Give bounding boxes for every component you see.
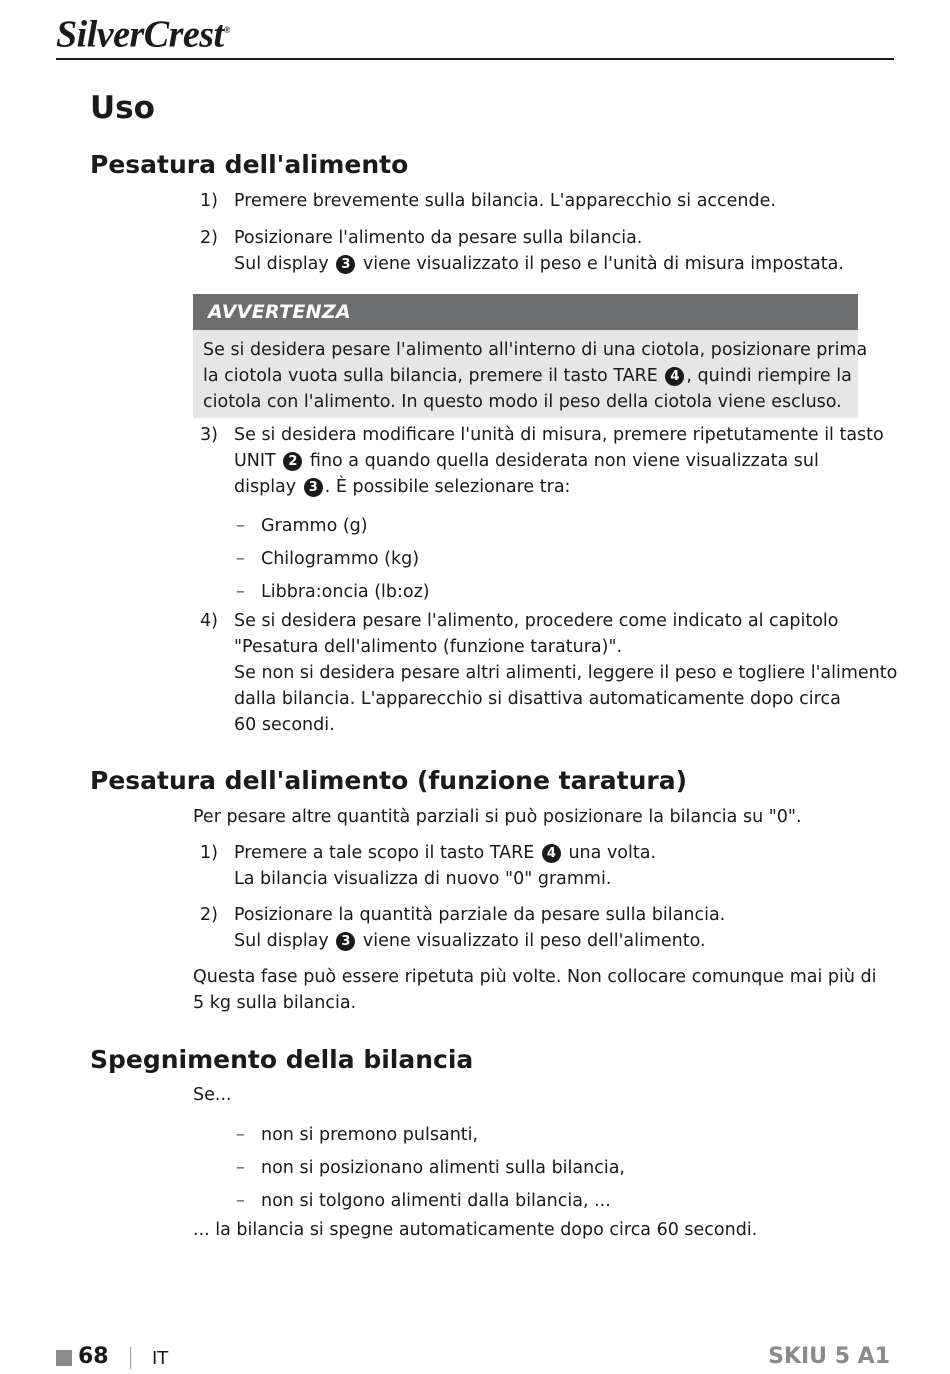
list-dash: – [236,1158,245,1178]
section-heading-tare: Pesatura dell'alimento (funzione taratura) [90,766,688,795]
step-text: Premere a tale scopo il tasto TARE 4 una volta. [234,843,657,863]
section-intro: Per pesare altre quantità parziali si può posizionare la bilancia su "0". [193,807,802,827]
condition-item: non si posizionano alimenti sulla bilancia, [261,1158,625,1178]
unit-option: Libbra:oncia (lb:oz) [261,582,430,602]
step-number: 1) [200,191,218,211]
section-heading-weighing: Pesatura dell'alimento [90,150,409,179]
header-rule [56,58,894,60]
language-code: IT [152,1348,169,1369]
step-number: 3) [200,425,218,445]
list-dash: – [236,1191,245,1211]
unit-option: Grammo (g) [261,516,368,536]
warning-text: la ciotola vuota sulla bilancia, premere il tasto TARE 4 , quindi riempire la [203,366,852,386]
registered-mark: ® [223,25,230,35]
display-ref-badge: 3 [336,932,355,951]
step-number: 4) [200,611,218,631]
step-text: Posizionare la quantità parziale da pesare sulla bilancia. [234,905,726,925]
step-number: 2) [200,905,218,925]
brand-logo [56,8,230,57]
list-dash: – [236,582,245,602]
tare-ref-badge: 4 [665,367,684,386]
step-text: Posizionare l'alimento da pesare sulla bilancia. [234,228,643,248]
model-number: SKIU 5 A1 [768,1344,890,1369]
brand-logo-text: SilverCrest [56,13,224,56]
warning-header [193,294,858,330]
page-title: Uso [90,90,155,126]
note-text: 5 kg sulla bilancia. [193,993,357,1013]
list-dash: – [236,516,245,536]
warning-text: ciotola con l'alimento. In questo modo il peso della ciotola viene escluso. [203,392,842,412]
tare-ref-badge: 4 [542,844,561,863]
warning-text: Se si desidera pesare l'alimento all'interno di una ciotola, posizionare prima [203,340,868,360]
step-text: display 3 . È possibile selezionare tra: [234,477,571,497]
step-text: La bilancia visualizza di nuovo "0" grammi. [234,869,612,889]
step-text: "Pesatura dell'alimento (funzione taratura)". [234,637,623,657]
step-text: dalla bilancia. L'apparecchio si disattiva automaticamente dopo circa [234,689,841,709]
warning-title: AVVERTENZA [208,301,351,323]
step-text: Se si desidera modificare l'unità di misura, premere ripetutamente il tasto [234,425,884,445]
step-text: 60 secondi. [234,715,335,735]
unit-ref-badge: 2 [283,452,302,471]
step-text: Se non si desidera pesare altri alimenti, leggere il peso e togliere l'alimento [234,663,898,683]
footer-divider [130,1347,131,1369]
page-number: 68 [78,1344,109,1369]
section-outro: ... la bilancia si spegne automaticamente dopo circa 60 secondi. [193,1220,758,1240]
step-number: 1) [200,843,218,863]
display-ref-badge: 3 [336,255,355,274]
condition-item: non si tolgono alimenti dalla bilancia, ... [261,1191,611,1211]
unit-option: Chilogrammo (kg) [261,549,420,569]
step-text: Se si desidera pesare l'alimento, procedere come indicato al capitolo [234,611,839,631]
list-dash: – [236,549,245,569]
list-dash: – [236,1125,245,1145]
condition-item: non si premono pulsanti, [261,1125,479,1145]
step-text: Sul display 3 viene visualizzato il peso dell'alimento. [234,931,706,951]
section-heading-shutdown: Spegnimento della bilancia [90,1045,474,1074]
section-intro: Se... [193,1085,232,1105]
note-text: Questa fase può essere ripetuta più volte. Non collocare comunque mai più di [193,967,877,987]
footer-square-icon [56,1350,72,1366]
step-number: 2) [200,228,218,248]
step-text: Sul display 3 viene visualizzato il peso e l'unità di misura impostata. [234,254,844,274]
step-text: Premere brevemente sulla bilancia. L'apparecchio si accende. [234,191,776,211]
step-text: UNIT 2 fino a quando quella desiderata non viene visualizzata sul [234,451,819,471]
display-ref-badge: 3 [304,478,323,497]
